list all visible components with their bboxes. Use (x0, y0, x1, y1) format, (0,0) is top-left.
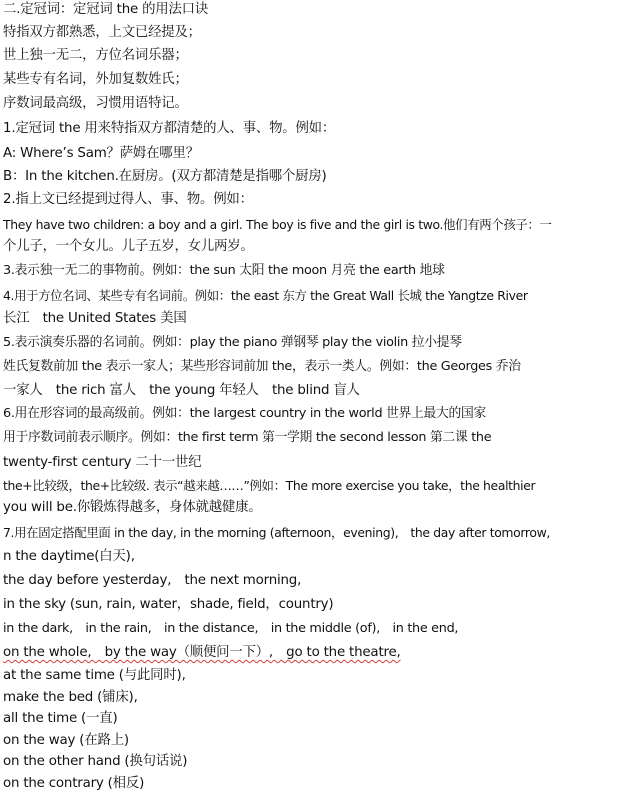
phrase-line-8: all the time (一直) (3, 711, 118, 726)
rule-2-example: They have two children: a boy and a girl. The boy is five and the girl is two.他们有两个孩子：一 (3, 217, 552, 232)
surname-rule: 姓氏复数前加 the 表示一家人；某些形容词前加 the，表示一类人。例如：the Georges 乔治 (3, 359, 521, 374)
mnemonic-line-3: 某些专有名词，外加复数姓氏； (3, 72, 188, 87)
section-heading: 二.定冠词：定冠词 the 的用法口诀 (3, 2, 209, 17)
rule-1-heading: 1.定冠词 the 用来特指双方都清楚的人、事、物。例如： (3, 121, 336, 136)
rule-7: 7.用在固定搭配里面 in the day, in the morning (afternoon，evening), the day after tomorrow, (3, 525, 550, 540)
rule-4: 4.用于方位名词、某些专有名词前。例如：the east 东方 the Great Wall 长城 the Yangtze River (3, 288, 528, 303)
example-line-a: A: Where’s Sam？萨姆在哪里？ (3, 146, 199, 161)
phrase-line-3: in the sky (sun, rain, water，shade, field，country) (3, 597, 334, 612)
phrase-line-7: make the bed (铺床), (3, 690, 138, 705)
mnemonic-line-4: 序数词最高级，习惯用语特记。 (3, 96, 188, 111)
example-line-b: B：In the kitchen.在厨房。(双方都清楚是指哪个厨房) (3, 169, 327, 184)
rule-2-translation: 个儿子，一个女儿。儿子五岁，女儿两岁。 (3, 239, 254, 254)
ordinal-rule: 用于序数词前表示顺序。例如：the first term 第一学期 the second lesson 第二课 the (3, 430, 492, 445)
rule-3: 3.表示独一无二的事物前。例如：the sun 太阳 the moon 月亮 the earth 地球 (3, 263, 445, 278)
phrase-line-5: on the whole, by the way（顺便问一下）, go to the theatre, (3, 645, 401, 660)
rule-4-cont: 长江 the United States 美国 (3, 311, 187, 326)
ordinal-rule-cont: twenty-first century 二十一世纪 (3, 455, 202, 470)
phrase-line-11: on the contrary (相反) (3, 776, 145, 791)
phrase-line-10: on the other hand (换句话说) (3, 754, 188, 769)
surname-rule-cont: 一家人 the rich 富人 the young 年轻人 the blind 盲人 (3, 383, 360, 398)
mnemonic-line-2: 世上独一无二，方位名词乐器； (3, 48, 188, 63)
phrase-line-9: on the way (在路上) (3, 733, 129, 748)
rule-5: 5.表示演奏乐器的名词前。例如：play the piano 弹钢琴 play the violin 拉小提琴 (3, 335, 462, 350)
phrase-line-1: n the daytime(白天), (3, 549, 135, 564)
phrase-line-6: at the same time (与此同时), (3, 668, 186, 683)
rule-6: 6.用在形容词的最高级前。例如：the largest country in the world 世界上最大的国家 (3, 406, 487, 421)
mnemonic-line-1: 特指双方都熟悉，上文已经提及； (3, 25, 201, 40)
rule-2-heading: 2.指上文已经提到过得人、事、物。例如： (3, 192, 253, 207)
phrase-line-2: the day before yesterday, the next morning, (3, 573, 302, 588)
comparative-rule: the+比较级，the+比较级. 表示“越来越……”例如：The more exercise you take，the healthier (3, 478, 536, 493)
comparative-rule-cont: you will be.你锻炼得越多，身体就越健康。 (3, 500, 262, 515)
phrase-line-4: in the dark, in the rain, in the distance, in the middle (of), in the end, (3, 621, 459, 636)
